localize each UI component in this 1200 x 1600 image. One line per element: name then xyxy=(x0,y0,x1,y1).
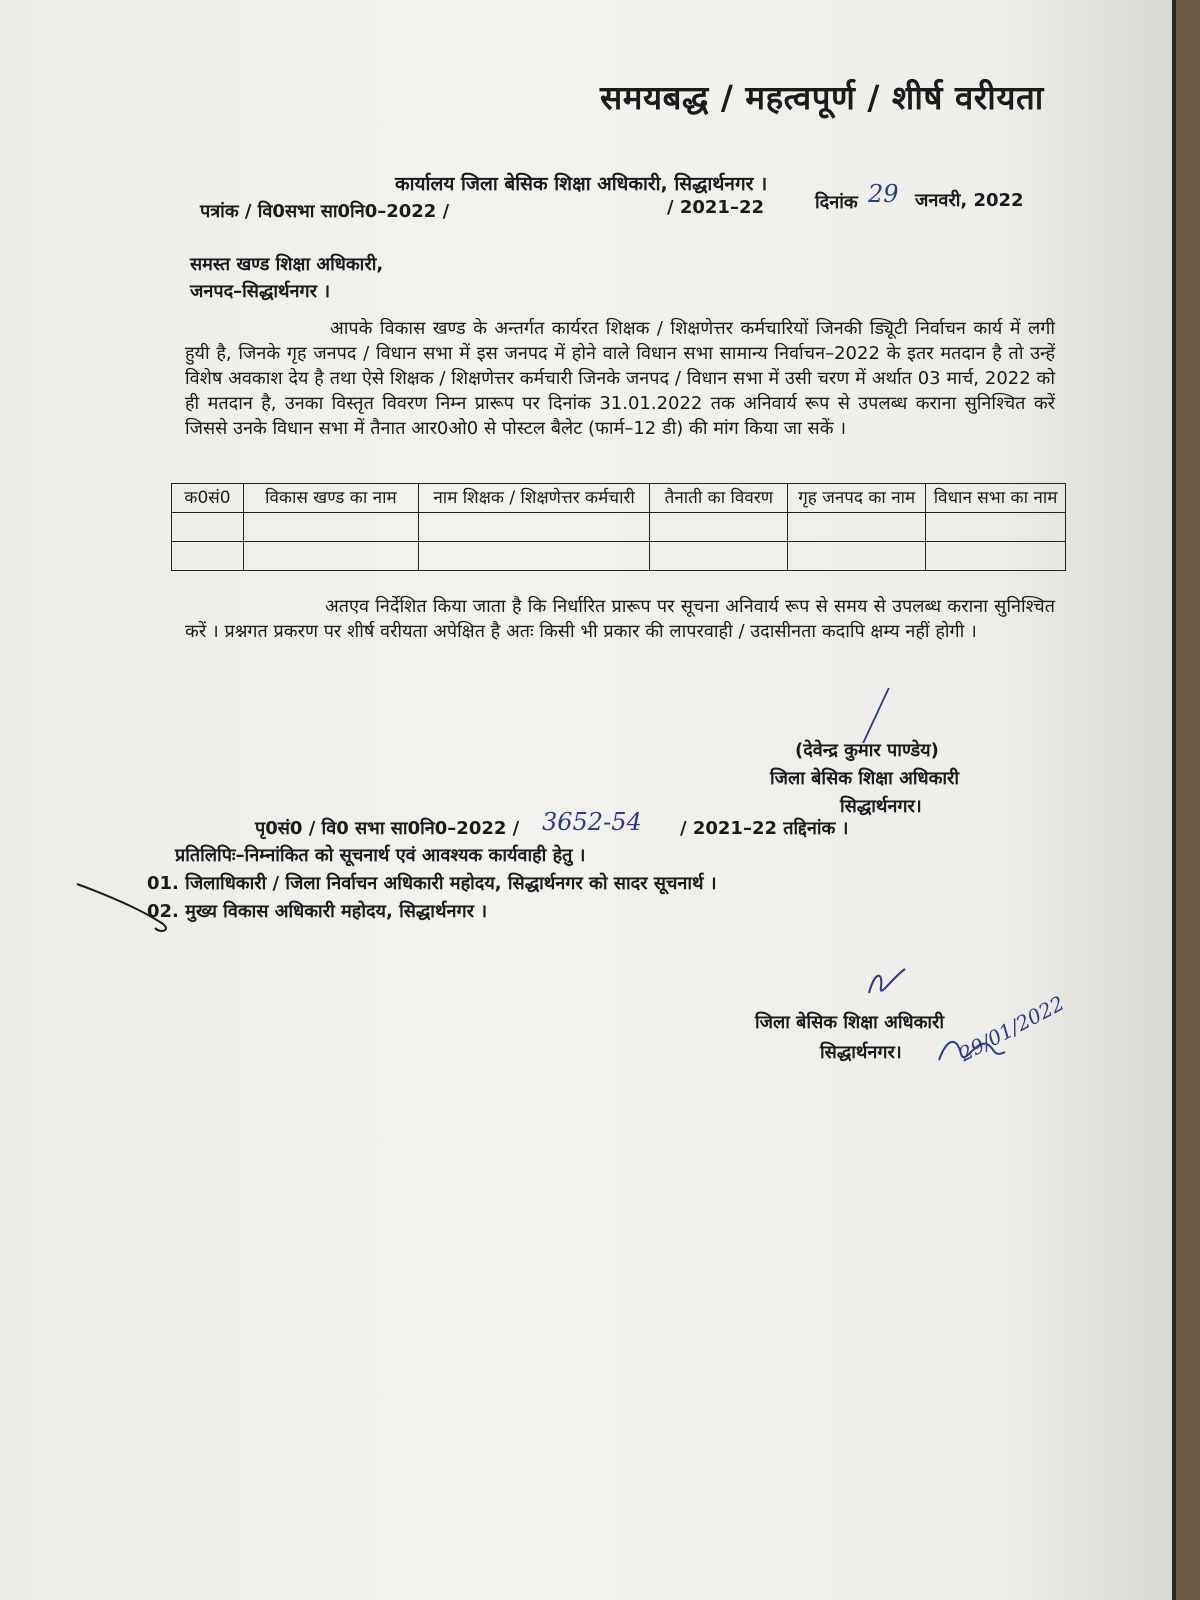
signature-mark xyxy=(862,688,930,743)
copy-item: 01. जिलाधिकारी / जिला निर्वाचन अधिकारी महोदय, सिद्धार्थनगर को सादर सूचनार्थ । xyxy=(147,873,717,894)
body-paragraph-2: अतएव निर्देशित किया जाता है कि निर्धारित प्रारूप पर सूचना अनिवार्य रूप से समय से उपलब्ध कराना सुनिश्चित करें । प्रश्नगत प्रकरण पर शीर्ष वरीयता अपेक्षित है अतः किसी भी प्रकार की लापरवाही / उदासीनता कदापि क्षम्य नहीं होगी । xyxy=(185,596,1055,642)
table-header-row xyxy=(172,484,1066,513)
table-cell xyxy=(418,513,650,542)
endorsement-ref-prefix: पृ0सं0 / वि0 सभा सा0नि0–2022 / xyxy=(255,818,520,839)
date-label: दिनांक xyxy=(815,192,858,213)
column-header: नाम शिक्षक / शिक्षणेत्तर कर्मचारी xyxy=(418,484,650,513)
copy-intro: प्रतिलिपिः–निम्नांकित को सूचनार्थ एवं आवश्यक कार्यवाही हेतु । xyxy=(175,845,586,866)
handwritten-receipt-date: 29/01/2022 xyxy=(955,990,1069,1067)
signatory-name: (देवेन्द्र कुमार पाण्डेय) xyxy=(795,740,939,761)
date-month-year: जनवरी, 2022 xyxy=(915,190,1024,211)
table-cell xyxy=(172,542,244,571)
addressee-line-1: समस्त खण्ड शिक्षा अधिकारी, xyxy=(190,254,384,275)
column-header: विकास खण्ड का नाम xyxy=(243,484,418,513)
table-row xyxy=(172,513,1066,542)
session-year: / 2021–22 xyxy=(667,197,764,218)
endorsement-ref-suffix: / 2021–22 तद्दिनांक । xyxy=(680,818,849,839)
handwritten-arrow-mark xyxy=(75,880,185,935)
table-cell xyxy=(926,542,1066,571)
paper-shadow-edge xyxy=(1172,0,1176,1600)
endorsement-ref-number-handwritten: 3652-54 xyxy=(542,808,642,836)
signatory2-designation: जिला बेसिक शिक्षा अधिकारी xyxy=(755,1012,945,1033)
table-cell xyxy=(788,513,926,542)
table-cell xyxy=(650,542,788,571)
table-cell xyxy=(788,542,926,571)
table-cell xyxy=(243,542,418,571)
column-header: विधान सभा का नाम xyxy=(926,484,1066,513)
column-header: क0सं0 xyxy=(172,484,244,513)
table-cell xyxy=(926,513,1066,542)
table-cell xyxy=(172,513,244,542)
column-header: गृह जनपद का नाम xyxy=(788,484,926,513)
staff-details-table xyxy=(171,483,1066,571)
initials-mark xyxy=(865,965,910,1005)
table-cell xyxy=(418,542,650,571)
signatory-place: सिद्धार्थनगर। xyxy=(840,796,922,817)
reference-number: पत्रांक / वि0सभा सा0नि0–2022 / xyxy=(200,201,450,222)
addressee-line-2: जनपद–सिद्धार्थनगर । xyxy=(190,281,331,302)
priority-heading: समयबद्ध / महत्वपूर्ण / शीर्ष वरीयता xyxy=(600,78,1044,117)
office-name: कार्यालय जिला बेसिक शिक्षा अधिकारी, सिद्धार्थनगर । xyxy=(395,173,768,195)
table-row xyxy=(172,542,1066,571)
signatory-designation: जिला बेसिक शिक्षा अधिकारी xyxy=(770,768,960,789)
signatory2-place: सिद्धार्थनगर। xyxy=(820,1042,902,1063)
table-cell xyxy=(243,513,418,542)
copy-item: 02. मुख्य विकास अधिकारी महोदय, सिद्धार्थनगर । xyxy=(147,901,488,922)
column-header: तैनाती का विवरण xyxy=(650,484,788,513)
table-cell xyxy=(650,513,788,542)
body-paragraph-1: आपके विकास खण्ड के अन्तर्गत कार्यरत शिक्षक / शिक्षणेत्तर कर्मचारियों जिनकी ड्यिूटी निर्वाचन कार्य में लगी हुयी है, जिनके गृह जनपद / विधान सभा में इस जनपद में होने वाले विधान सभा सामान्य निर्वाचन–2022 के इतर मतदान है तो उन्हें विशेष अवकाश देय है तथा ऐसे शिक्षक / शिक्षणेत्तर कर्मचारी जिनके जनपद / विधान सभा में उसी चरण में अर्थात 03 मार्च, 2022 को ही मतदान है, उनका विस्तृत विवरण निम्न प्रारूप पर दिनांक 31.01.2022 तक अनिवार्य रूप से उपलब्ध कराना सुनिश्चित करें जिससे उनके विधान सभा में तैनात आर0ओ0 से पोस्टल बैलेट (फार्म–12 डी) की मांग किया जा सकें । xyxy=(185,318,1055,439)
date-day-handwritten: 29 xyxy=(868,180,899,208)
